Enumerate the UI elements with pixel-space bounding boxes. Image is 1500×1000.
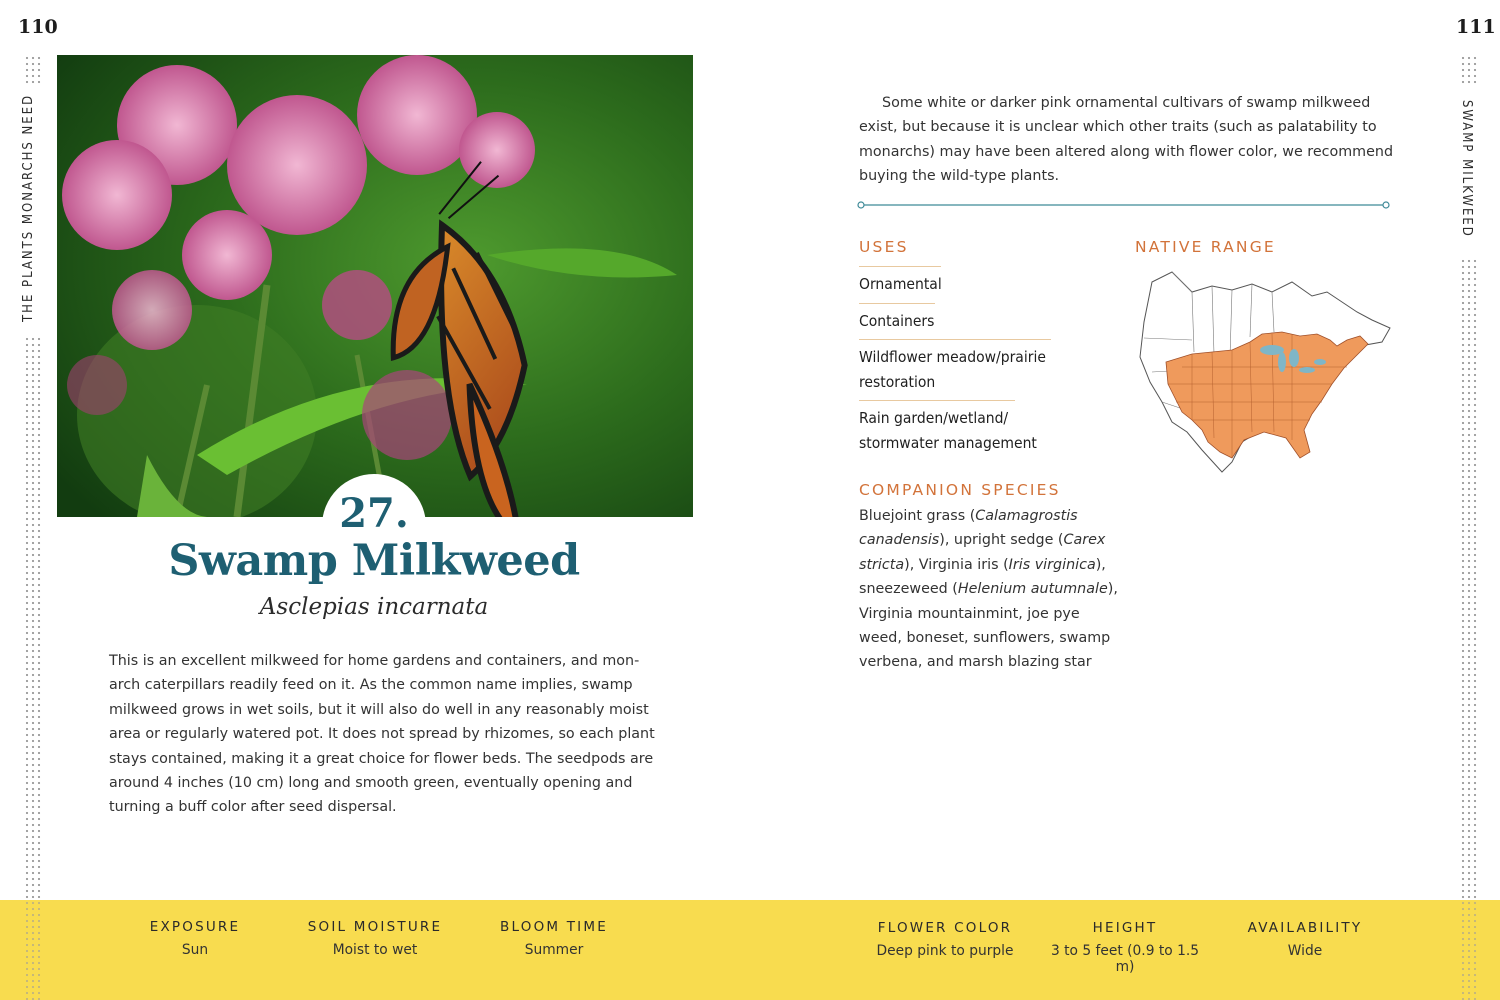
uses-rule	[859, 266, 941, 267]
plant-photo	[57, 55, 693, 517]
intro-line: monarchs) may have been altered along with flower color, we recommend	[859, 143, 1394, 160]
companion-line: stricta), Virginia iris (Iris virginica),	[859, 556, 1106, 573]
page-title: Swamp Milkweed	[168, 536, 580, 586]
companion-line: canadensis), upright sedge (Carex	[859, 532, 1106, 549]
intro-line: Some white or darker pink ornamental cultivars of swamp milkweed	[882, 95, 1371, 111]
page-number-right: 111	[1456, 16, 1496, 38]
description-line: turning a buff color after seed dispersal.	[109, 799, 397, 816]
stat-bloom-time	[489, 919, 619, 958]
stat-availability	[1245, 920, 1365, 959]
uses-rule	[859, 339, 1051, 340]
use-item: Containers	[859, 312, 935, 330]
uses-heading: USES	[859, 238, 909, 256]
stat-value: 3 to 5 feet (0.9 to 1.5 m)	[1050, 943, 1200, 975]
stat-value: Sun	[181, 942, 209, 958]
companion-line: weed, boneset, sunflowers, swamp	[859, 630, 1111, 647]
description-line: arch caterpillars readily feed on it. As the common name implies, swamp	[109, 677, 633, 694]
intro-line: buying the wild-type plants.	[859, 168, 1060, 185]
native-range-heading: NATIVE RANGE	[1135, 238, 1276, 256]
companion-list	[859, 504, 1129, 675]
stat-flower-color	[870, 920, 1020, 959]
running-head-left: THE PLANTS MONARCHS NEED	[21, 93, 36, 322]
uses-rule	[859, 303, 935, 304]
latin-name: Asclepias incarnata	[259, 594, 489, 620]
stat-label: AVAILABILITY	[1247, 920, 1363, 936]
dotted-rule-band-right	[1460, 900, 1478, 1000]
use-item: Rain garden/wetland/	[859, 409, 1009, 427]
intro-line: exist, but because it is unclear which other traits (such as palatability to	[859, 119, 1377, 136]
stat-exposure	[135, 919, 255, 958]
use-item: Wildflower meadow/prairie	[859, 348, 1046, 366]
stat-label: HEIGHT	[1092, 920, 1158, 936]
companion-heading: COMPANION SPECIES	[859, 481, 1061, 499]
milkweed-photo	[57, 55, 693, 517]
companion-line: sneezeweed (Helenium autumnale),	[859, 581, 1118, 598]
companion-line: Virginia mountainmint, joe pye	[859, 605, 1080, 622]
use-item: restoration	[859, 373, 936, 391]
stat-label: EXPOSURE	[149, 919, 241, 935]
stat-value: Wide	[1287, 943, 1323, 959]
use-item: Ornamental	[859, 275, 942, 293]
stat-value: Deep pink to purple	[876, 943, 1014, 959]
dotted-rule-top-right	[1460, 55, 1478, 85]
stat-label: BLOOM TIME	[500, 919, 608, 935]
description-line: around 4 inches (10 cm) long and smooth green, eventually opening and	[109, 775, 633, 792]
section-divider	[856, 199, 1392, 211]
stat-label: FLOWER COLOR	[877, 920, 1013, 936]
description-line: This is an excellent milkweed for home gardens and containers, and mon-	[109, 653, 640, 669]
description-line: milkweed grows in wet soils, but it will also do well in any reasonably moist	[109, 701, 649, 718]
description-line: area or regularly watered pot. It does not spread by rhizomes, so each plant	[109, 726, 655, 743]
description-line: stays contained, making it a great choice for flower beds. The seedpods are	[109, 750, 654, 767]
north-america-range-map	[1132, 262, 1394, 482]
stat-height	[1040, 920, 1210, 975]
stat-value: Moist to wet	[332, 942, 418, 958]
intro-paragraph	[859, 91, 1399, 189]
stat-soil-moisture	[300, 919, 450, 958]
description	[109, 649, 669, 820]
dotted-rule-top-left	[24, 55, 42, 85]
plant-number: 27.	[339, 490, 409, 537]
dotted-rule-bottom-right	[1460, 258, 1478, 1000]
dotted-rule-band-left	[24, 900, 42, 1000]
use-item: stormwater management	[859, 434, 1037, 452]
uses-rule	[859, 400, 1015, 401]
stat-label: SOIL MOISTURE	[307, 919, 443, 935]
running-head-right: SWAMP MILKWEED	[1459, 100, 1474, 238]
stat-value: Summer	[524, 942, 584, 958]
page-number-left: 110	[18, 16, 58, 38]
companion-line: Bluejoint grass (Calamagrostis	[859, 508, 1078, 524]
companion-line: verbena, and marsh blazing star	[859, 654, 1092, 671]
